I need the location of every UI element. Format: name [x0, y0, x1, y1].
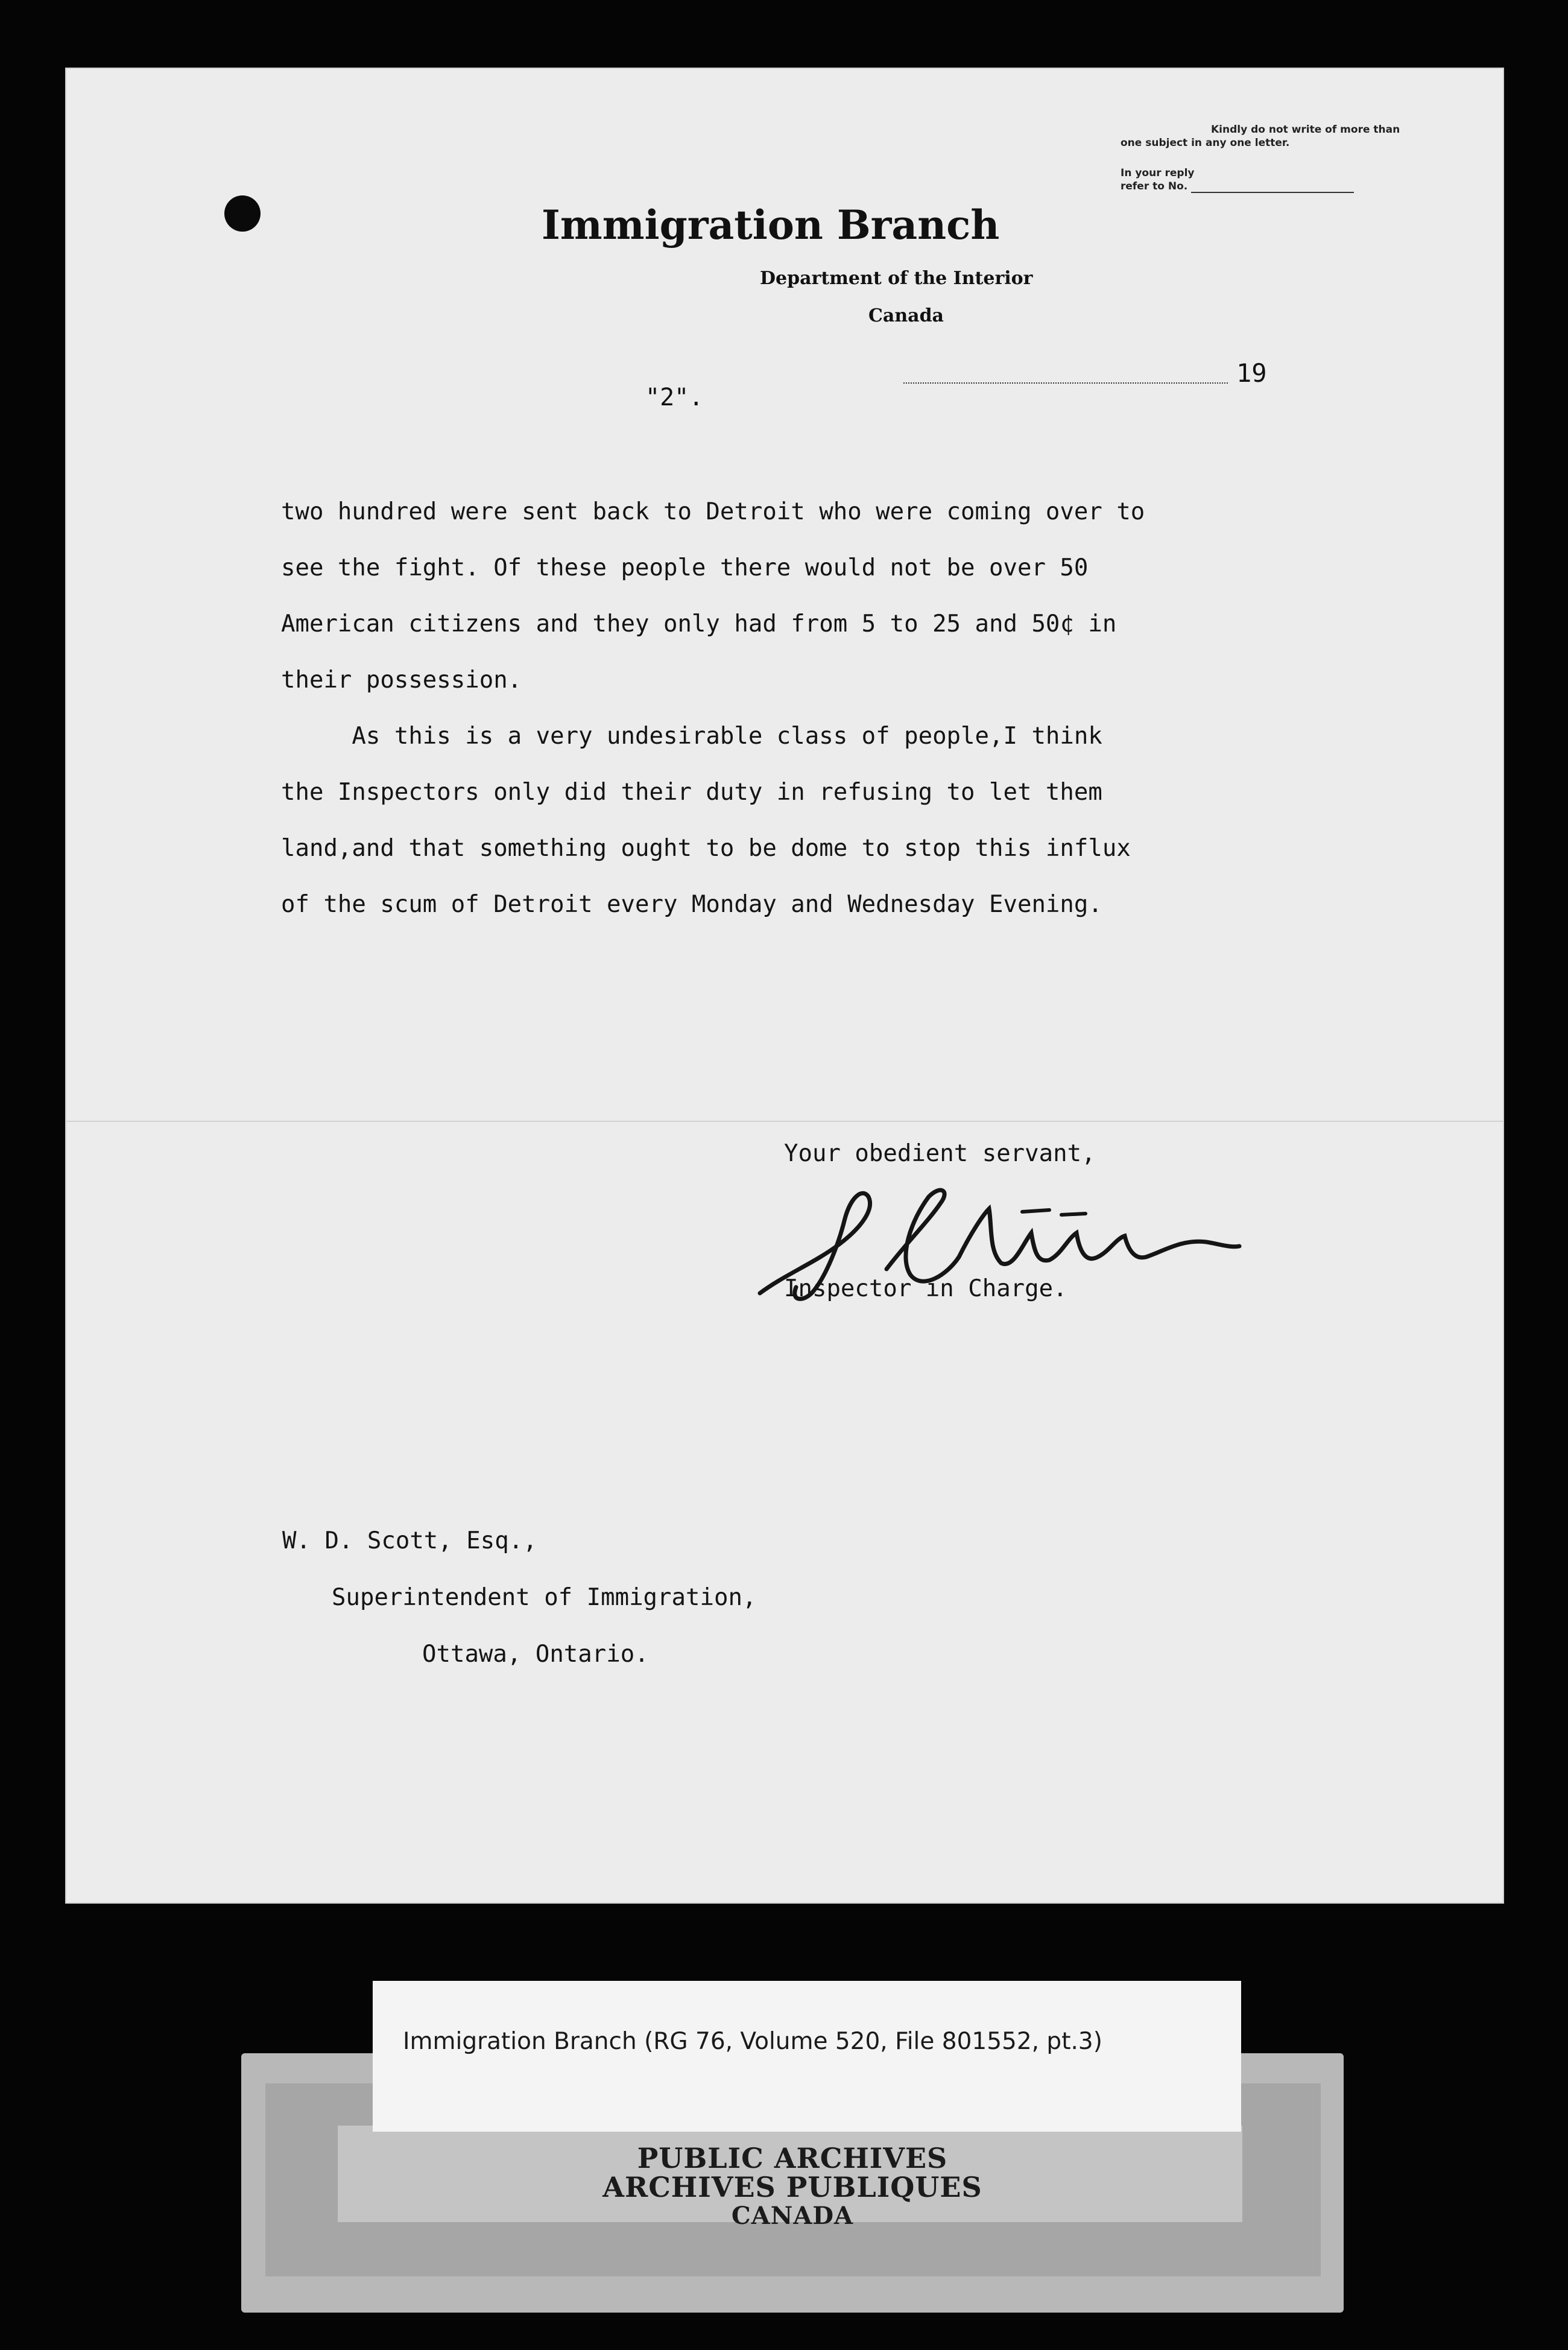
citation-card	[373, 1981, 1241, 2132]
letter-page	[65, 68, 1504, 1904]
citation-text: Immigration Branch (RG 76, Volume 520, File 801552, pt.3)	[403, 2028, 1102, 2055]
notice-line-2: one subject in any one letter.	[1121, 137, 1290, 149]
address-line-2: Superintendent of Immigration,	[332, 1584, 757, 1611]
recipient-address	[282, 1513, 756, 1683]
stamp-line-2: ARCHIVES PUBLIQUES	[602, 2171, 982, 2203]
address-line-3: Ottawa, Ontario.	[422, 1641, 649, 1668]
notice-line-1: Kindly do not write of more than	[1211, 124, 1400, 136]
body-line: see the fight. Of these people there would not be over 50	[281, 554, 1089, 581]
signer-title: Inspector in Charge.	[784, 1275, 1067, 1302]
letter-body	[281, 484, 1427, 933]
closing: Your obedient servant,	[784, 1140, 1096, 1167]
archives-stamp	[241, 2144, 1344, 2231]
date-year: 19	[1236, 358, 1267, 388]
body-line: of the scum of Detroit every Monday and Wednesday Evening.	[281, 891, 1102, 918]
page-number: "2".	[645, 384, 704, 411]
archive-label	[241, 1981, 1344, 2319]
body-line: land,and that something ought to be dome to stop this influx	[281, 835, 1131, 862]
letterhead-department: Department of the Interior	[760, 268, 1033, 289]
reply-line-1: In your reply	[1121, 167, 1195, 179]
body-line: American citizens and they only had from 5 to 25 and 50¢ in	[281, 610, 1117, 638]
address-line-1: W. D. Scott, Esq.,	[282, 1527, 537, 1554]
letterhead-country: Canada	[868, 305, 944, 326]
body-line: the Inspectors only did their duty in refusing to let them	[281, 779, 1102, 806]
reply-reference	[1121, 180, 1458, 193]
body-line: their possession.	[281, 667, 522, 694]
body-line: As this is a very undesirable class of people,I think	[281, 723, 1102, 750]
fold-line	[66, 1121, 1503, 1122]
reply-notice	[1121, 123, 1458, 193]
punch-hole	[224, 195, 261, 232]
letterhead-title: Immigration Branch	[542, 201, 1000, 249]
reply-line-2: refer to No.	[1121, 180, 1188, 192]
body-line: two hundred were sent back to Detroit who were coming over to	[281, 498, 1145, 525]
date-line	[903, 382, 1228, 384]
stamp-line-3: CANADA	[731, 2202, 854, 2230]
stamp-line-1: PUBLIC ARCHIVES	[637, 2142, 948, 2174]
reference-rule	[1191, 192, 1354, 193]
